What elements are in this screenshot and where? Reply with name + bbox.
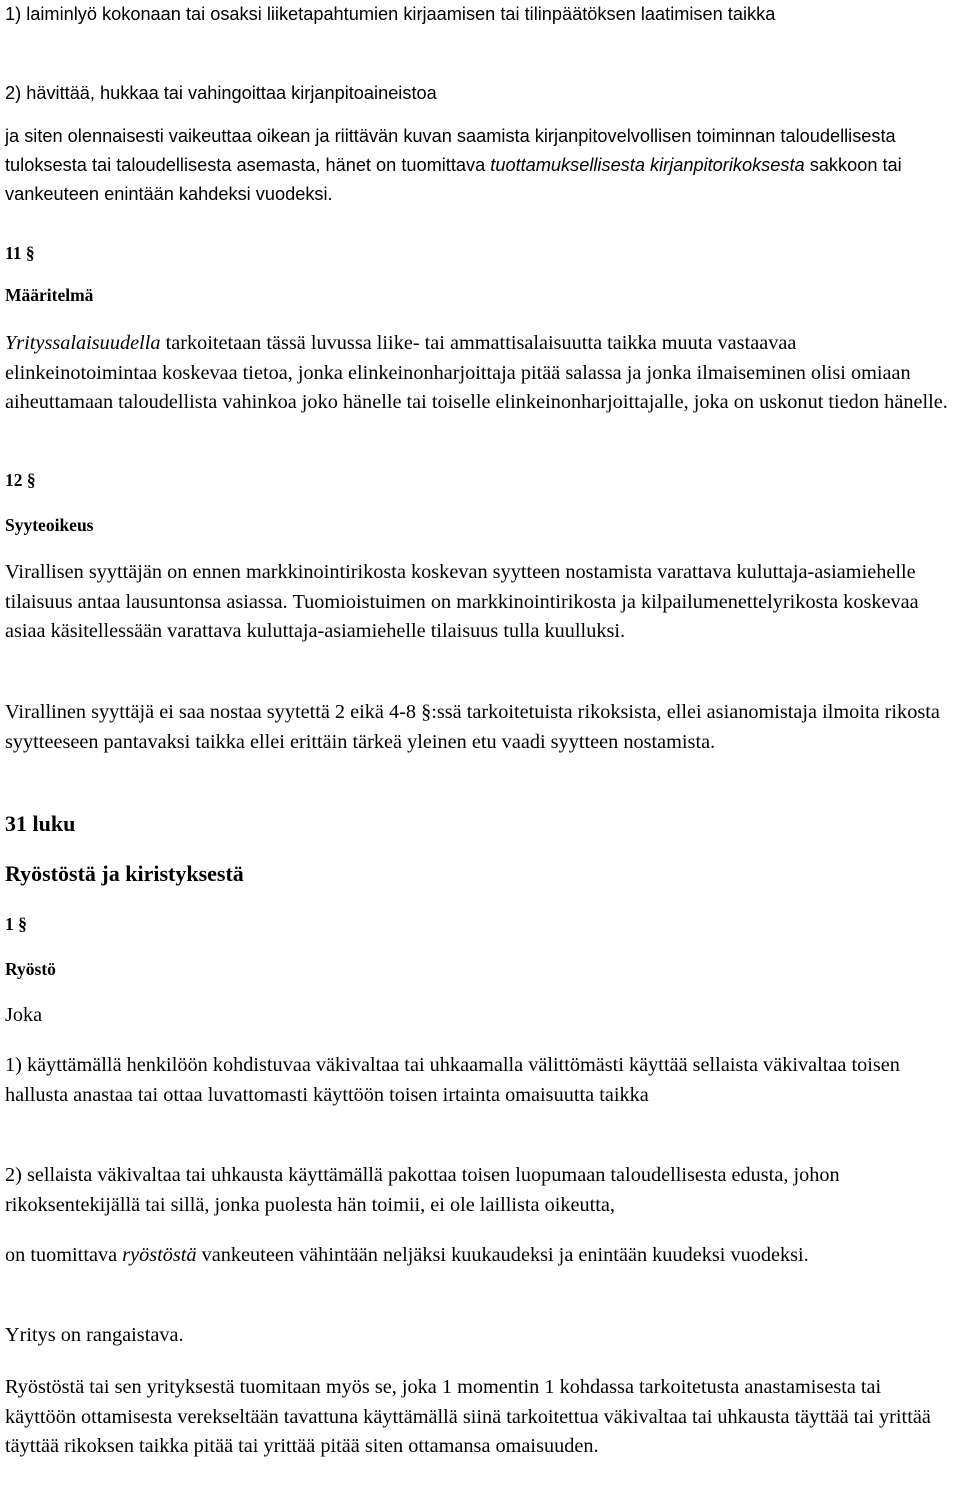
offence-name: ryöstöstä [122,1244,197,1266]
section-title-11: Määritelmä [5,285,94,305]
chapter-title: Ryöstöstä ja kiristyksestä [5,861,244,886]
paragraph-intro [5,1001,952,1031]
paragraph-robbery-penalty [5,1241,952,1271]
paragraph-text: Virallinen syyttäjä ei saa nostaa syytettä 2 eikä 4-8 §:ssä tarkoitetuista rikoksista, ellei asianomistaja ilmoita rikosta syytteeseen pantavaksi taikka ellei erittäin tärkeä yleinen etu vaadi syytteen nostamista. [5,701,940,753]
paragraph-text: on tuomittava [5,1244,123,1266]
paragraph-text: sakkoon tai vankeuteen enintään kahdeksi vuodeksi. [5,155,902,204]
chapter-number: 31 luku [5,811,76,836]
paragraph-robbery-item-1 [5,1051,952,1110]
paragraph-penalty [5,122,952,209]
paragraph-text: 2) sellaista väkivaltaa tai uhkausta käyttämällä pakottaa toisen luopumaan taloudellisesta edusta, johon rikoksentekijällä tai sillä, jonka puolesta hän toimii, ei ole laillista oikeutta, [5,1164,840,1216]
section-title-1: Ryöstö [5,959,56,979]
defined-term: Yrityssalaisuudella [5,332,161,354]
section-number-11: 11 § [5,243,35,263]
paragraph-text: tarkoitetaan tässä luvussa liike- tai ammattisalaisuutta taikka muuta vastaavaa elinkeinotoimintaa koskevaa tietoa, jonka elinkeinonharjoittaja pitää salassa ja jonka ilmaiseminen olisi omiaan aiheuttamaan taloudellista vahinkoa joko hänelle tai toiselle elinkeinonharjoittajalle, joka on uskonut tiedon hänelle. [5,332,948,414]
paragraph-text: Virallisen syyttäjän on ennen markkinointirikosta koskevan syytteen nostamista varattava kuluttaja-asiamiehelle tilaisuus antaa lausuntonsa asiassa. Tuomioistuimen on markkinointirikosta ja kilpailumenettelyrikosta koskevaa asiaa käsitellessään varattava kuluttaja-asiamiehelle tilaisuus tulla kuulluksi. [5,561,919,643]
paragraph-text: ja siten olennaisesti vaikeuttaa oikean ja riittävän kuvan saamista kirjanpitovelvollisen toiminnan taloudellisesta tuloksesta tai taloudellisesta asemasta, hänet on tuomittava [5,126,896,175]
section-title-12: Syyteoikeus [5,515,94,535]
paragraph-text: vankeuteen vähintään neljäksi kuukaudeksi ja enintään kuudeksi vuodeksi. [196,1244,809,1266]
paragraph-robbery-item-2 [5,1161,952,1220]
paragraph-definition [5,329,952,418]
paragraph-attempt [5,1321,952,1351]
paragraph-robbery-extension [5,1373,952,1462]
section-number-12: 12 § [5,470,36,490]
section-number-1: 1 § [5,914,27,934]
paragraph-item-2 [5,79,952,108]
offence-name: tuottamuksellisesta kirjanpitorikoksesta [490,155,805,175]
paragraph-text: Joka [5,1004,43,1026]
paragraph-text: 1) laiminlyö kokonaan tai osaksi liiketapahtumien kirjaamisen tai tilinpäätöksen laatimisen taikka [5,4,776,24]
paragraph-prosecution [5,558,952,647]
paragraph-text: 2) hävittää, hukkaa tai vahingoittaa kirjanpitoaineistoa [5,83,437,103]
paragraph-text: Yritys on rangaistava. [5,1324,184,1346]
paragraph-text: 1) käyttämällä henkilöön kohdistuvaa väkivaltaa tai uhkaamalla välittömästi käyttää sellaista väkivaltaa toisen hallusta anastaa tai ottaa luvattomasti käyttöön toisen irtainta omaisuutta taikka [5,1054,900,1106]
paragraph-item-1 [5,0,952,29]
paragraph-prosecution-limit [5,698,952,757]
paragraph-text: Ryöstöstä tai sen yrityksestä tuomitaan myös se, joka 1 momentin 1 kohdassa tarkoitetusta anastamisesta tai käyttöön ottamisesta verekseltään tavattuna käyttämällä siinä tarkoitettua väkivaltaa tai uhkausta täyttää tai yrittää täyttää rikoksen taikka pitää tai yrittää pitää siten ottamansa omaisuuden. [5,1376,931,1458]
